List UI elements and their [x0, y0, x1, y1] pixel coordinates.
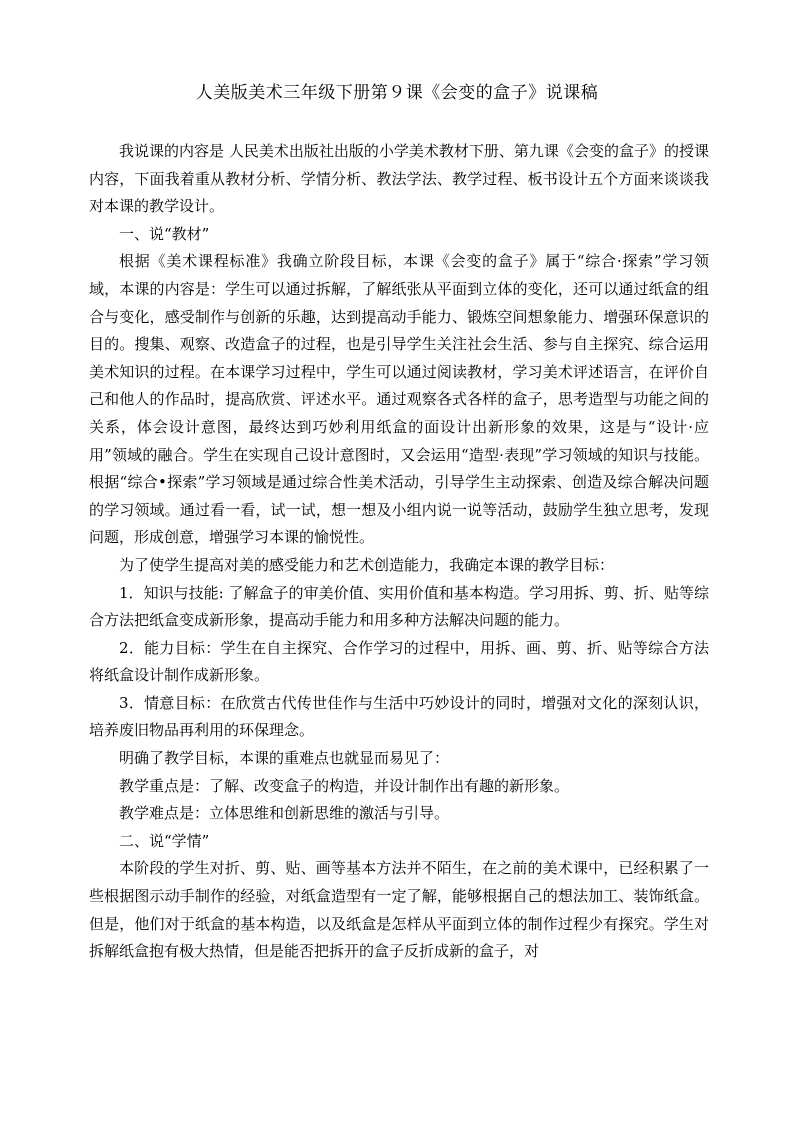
document-body: [89, 138, 709, 966]
paragraph: 教学重点是：了解、改变盒子的构造，并设计制作出有趣的新形象。: [119, 776, 570, 795]
page-title: 人美版美术三年级下册第９课《会变的盒子》说课稿: [195, 83, 599, 103]
section-heading: 一、说“教材”: [119, 224, 210, 243]
paragraph: 教学难点是：立体思维和创新思维的激活与引导。: [119, 804, 450, 823]
paragraph: 2．能力目标：学生在自主探究、合作学习的过程中，用拆、画、剪、折、贴等综合方法将纸盒设计制作成新形象。: [89, 638, 709, 685]
paragraph: 明确了教学目标，本课的重难点也就显而易见了：: [119, 749, 450, 768]
paragraph: 根据《美术课程标准》我确立阶段目标，本课《会变的盒子》属于“综合·探索”学习领域，本课的内容是：学生可以通过拆解，了解纸张从平面到立体的变化，还可以通过纸盒的组合与变化，感受制作与创新的乐趣，达到提高动手能力、锻炼空间想象能力、增强环保意识的目的。搜集、观察、改造盒子的过程，也是引导学生关注社会生活、参与自主探究、综合运用美术知识的过程。在本课学习过程中，学生可以通过阅读教材，学习美术评述语言，在评价自己和他人的作品时，提高欣赏、评述水平。通过观察各式各样的盒子，思考造型与功能之间的关系，体会设计意图，最终达到巧妙利用纸盒的面设计出新形象的效果，这是与“设计·应用”领域的融合。学生在实现自己设计意图时，又会运用“造型·表现”学习领域的知识与技能。根据“综合•探索”学习领域是通过综合性美术活动，引导学生主动探索、创造及综合解决问题的学习领域。通过看一看，试一试，想一想及小组内说一说等活动，鼓励学生独立思考，发现问题，形成创意，增强学习本课的愉悦性。: [89, 252, 709, 547]
paragraph: 为了使学生提高对美的感受能力和艺术创造能力，我确定本课的教学目标：: [119, 555, 615, 574]
section-heading: 二、说“学情”: [119, 831, 210, 850]
paragraph: 3．情意目标：在欣赏古代传世佳作与生活中巧妙设计的同时，增强对文化的深刻认识，培养废旧物品再利用的环保理念。: [89, 693, 709, 740]
paragraph: 本阶段的学生对折、剪、贴、画等基本方法并不陌生，在之前的美术课中，已经积累了一些根据图示动手制作的经验，对纸盒造型有一定了解，能够根据自己的想法加工、装饰纸盒。但是，他们对于纸盒的基本构造，以及纸盒是怎样从平面到立体的制作过程少有探究。学生对拆解纸盒抱有极大热情，但是能否把拆开的盒子反折成新的盒子，对: [89, 859, 709, 961]
paragraph: 我说课的内容是 人民美术出版社出版的小学美术教材下册、第九课《会变的盒子》的授课内容，下面我着重从教材分析、学情分析、教法学法、教学过程、板书设计五个方面来谈谈我对本课的教学设计。: [89, 142, 709, 216]
paragraph: 1．知识与技能: 了解盒子的审美价值、实用价值和基本构造。学习用拆、剪、折、贴等综合方法把纸盒变成新形象，提高动手能力和用多种方法解决问题的能力。: [89, 583, 709, 630]
